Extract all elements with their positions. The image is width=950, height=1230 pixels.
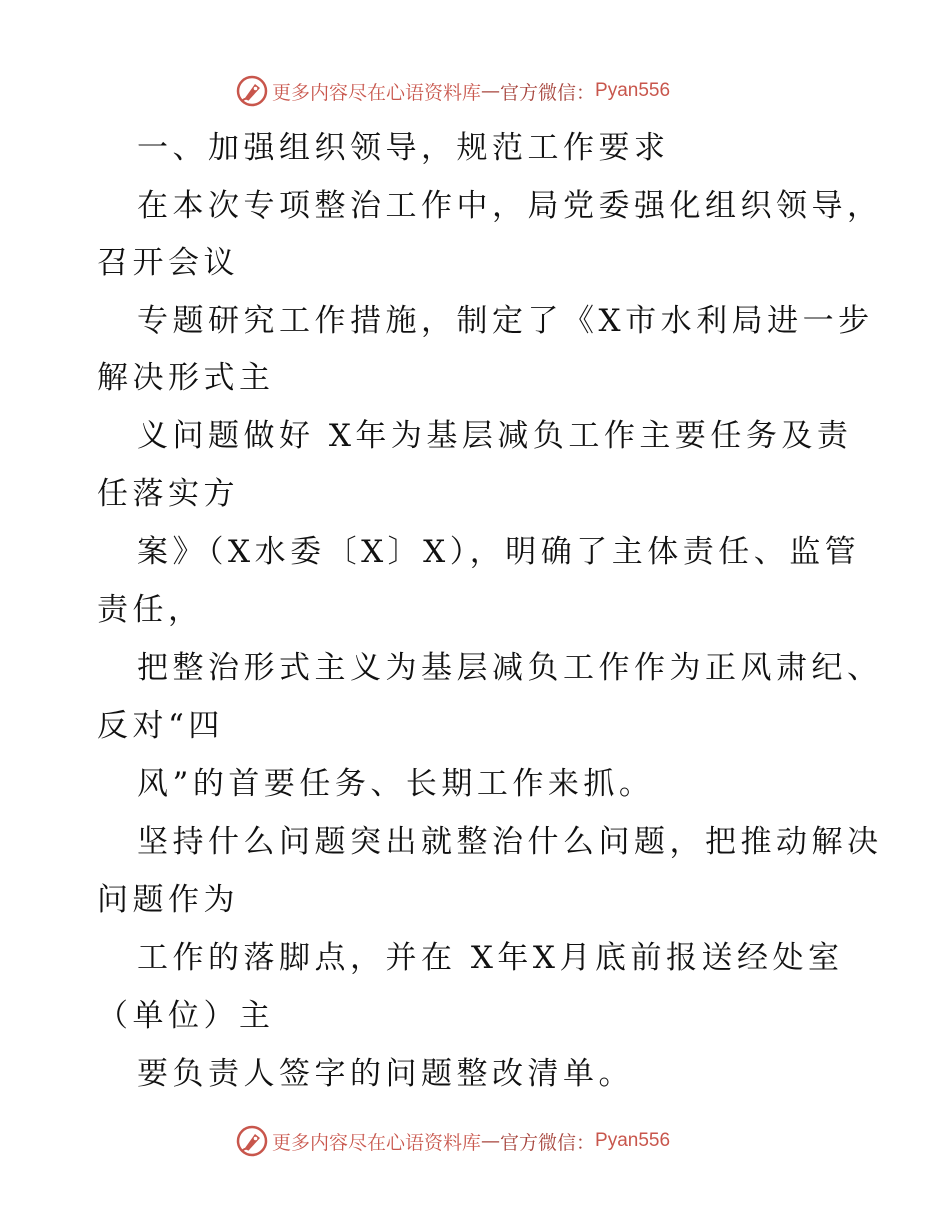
paragraph-line: 问题作为 xyxy=(97,882,239,918)
watermark-banner-bottom xyxy=(236,1124,670,1158)
paragraph-line: 义问题做好 X年为基层减负工作主要任务及责 xyxy=(137,418,853,454)
paragraph-line: 在本次专项整治工作中，局党委强化组织领导， xyxy=(137,188,883,224)
paragraph-line: 坚持什么问题突出就整治什么问题，把推动解决 xyxy=(137,824,883,860)
paragraph-line: 任落实方 xyxy=(97,476,239,512)
paragraph-line: 要负责人签字的问题整改清单。 xyxy=(137,1056,634,1092)
watermark-wechat-id: Pyan556 xyxy=(595,80,671,101)
paragraph-line: 召开会议 xyxy=(97,245,239,281)
paragraph-line: （单位）主 xyxy=(97,998,275,1034)
watermark-wechat-id: Pyan556 xyxy=(595,1130,671,1151)
watermark-separator: — xyxy=(481,1130,501,1152)
paragraph-line: 工作的落脚点，并在 X年X月底前报送经处室 xyxy=(137,940,844,976)
paragraph-line: 风”的首要任务、长期工作来抓。 xyxy=(137,766,655,802)
paragraph-line: 专题研究工作措施，制定了《X市水利局进一步 xyxy=(137,303,874,339)
section-heading: 一、加强组织领导，规范工作要求 xyxy=(137,130,670,166)
paragraph-line: 把整治形式主义为基层减负工作作为正风肃纪、 xyxy=(137,650,883,686)
pen-nib-logo-icon xyxy=(236,75,268,107)
watermark-site-text: 更多内容尽在心语资料库 xyxy=(272,81,482,104)
paragraph-line: 反对“四 xyxy=(97,708,224,744)
paragraph-line: 责任， xyxy=(97,592,204,628)
paragraph-line: 案》（X水委〔X〕X），明确了主体责任、监管 xyxy=(137,534,861,570)
watermark-banner-top xyxy=(236,74,670,108)
paragraph-line: 解决形式主 xyxy=(97,360,275,396)
watermark-separator: — xyxy=(481,80,501,102)
watermark-site-text: 更多内容尽在心语资料库 xyxy=(272,1131,482,1154)
pen-nib-logo-icon xyxy=(236,1125,268,1157)
watermark-official-text: 官方微信： xyxy=(500,1131,596,1154)
watermark-official-text: 官方微信： xyxy=(500,81,596,104)
